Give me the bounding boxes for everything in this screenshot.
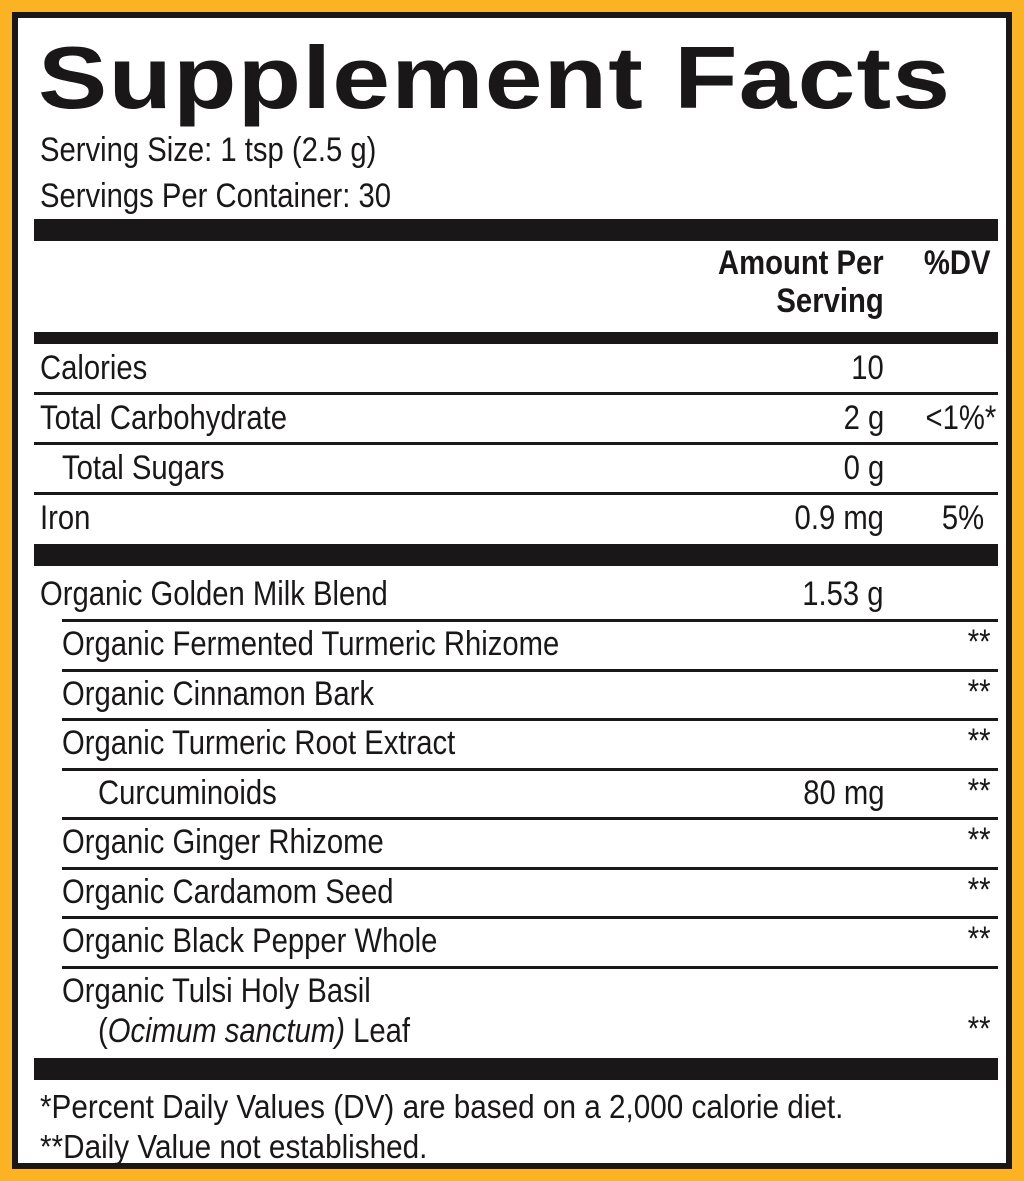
ingredient-name: Organic Cardamom Seed: [62, 873, 394, 911]
ingredient-dv: **: [967, 1010, 990, 1048]
nutrient-amount-total-sugars: 0 g: [843, 449, 884, 487]
ingredient-name: Curcuminoids: [98, 774, 277, 812]
amount-header-line1: Amount Per: [718, 244, 884, 282]
ingredient-name: Organic Tulsi Holy Basil: [62, 972, 371, 1010]
row-divider: [62, 916, 998, 919]
footnote-dv: *Percent Daily Values (DV) are based on a 2,000 calorie diet.: [40, 1088, 844, 1125]
thick-divider: [34, 544, 998, 566]
nutrient-name-iron: Iron: [40, 499, 91, 537]
ingredient-dv: **: [967, 673, 990, 711]
row-divider: [34, 442, 998, 445]
row-divider: [34, 492, 998, 495]
ingredient-name: Organic Turmeric Root Extract: [62, 724, 456, 762]
label-title: Supplement Facts: [38, 28, 952, 127]
row-divider: [62, 718, 998, 721]
row-divider: [62, 619, 998, 622]
supplement-facts-panel: [12, 12, 1012, 1169]
ingredient-dv: **: [967, 920, 990, 958]
nutrient-name-calories: Calories: [40, 349, 148, 387]
ingredient-amount: 80 mg: [802, 774, 884, 812]
row-divider: [62, 817, 998, 820]
ingredient-dv: **: [967, 722, 990, 760]
latin-name: Ocimum sanctum): [107, 1012, 345, 1050]
ingredient-name-line2: [98, 1011, 410, 1051]
ingredient-dv: **: [967, 772, 990, 810]
amount-per-serving-header: [718, 244, 884, 320]
row-divider: [34, 392, 998, 395]
nutrient-name-total-sugars: Total Sugars: [62, 449, 225, 487]
ingredient-dv: **: [967, 871, 990, 909]
servings-per-container: Servings Per Container: 30: [40, 177, 392, 215]
nutrient-amount-iron: 0.9 mg: [794, 499, 884, 537]
paren-open: (: [98, 1012, 108, 1050]
nutrient-amount-calories: 10: [851, 349, 884, 387]
ingredient-dv: **: [967, 623, 990, 661]
ingredient-dv: **: [967, 821, 990, 859]
blend-name: Organic Golden Milk Blend: [40, 575, 388, 613]
thick-divider: [34, 1058, 998, 1080]
amount-header-line2: Serving: [776, 282, 884, 320]
nutrient-dv-total-carbohydrate: <1%*: [925, 399, 996, 437]
ingredient-name: Organic Cinnamon Bark: [62, 675, 375, 713]
footnote-not-established: **Daily Value not established.: [40, 1128, 428, 1165]
nutrient-dv-iron: 5%: [941, 499, 984, 537]
nutrient-amount-total-carbohydrate: 2 g: [843, 399, 884, 437]
row-divider: [62, 867, 998, 870]
serving-size: Serving Size: 1 tsp (2.5 g): [40, 131, 377, 169]
thick-divider: [34, 219, 998, 241]
ingredient-name: Organic Ginger Rhizome: [62, 823, 384, 861]
leaf-text: Leaf: [344, 1012, 410, 1050]
row-divider: [62, 966, 998, 969]
ingredient-name: Organic Fermented Turmeric Rhizome: [62, 625, 560, 663]
ingredient-name: Organic Black Pepper Whole: [62, 922, 438, 960]
row-divider: [62, 669, 998, 672]
blend-amount: 1.53 g: [802, 575, 884, 613]
nutrient-name-total-carbohydrate: Total Carbohydrate: [40, 399, 288, 437]
header-divider: [34, 332, 998, 344]
dv-header: %DV: [923, 244, 990, 282]
row-divider: [62, 768, 998, 771]
